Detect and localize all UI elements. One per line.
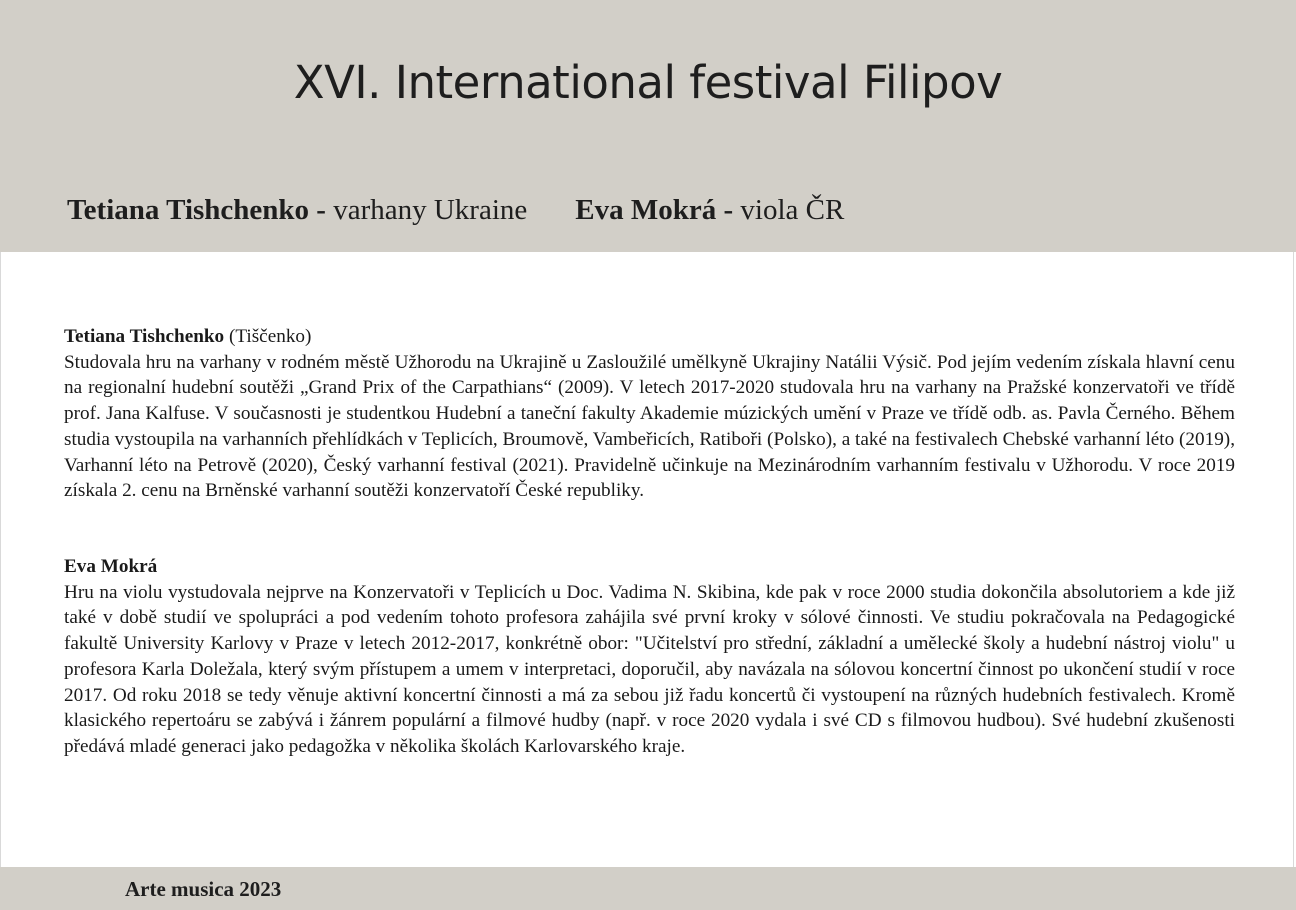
page-title: XVI. International festival Filipov [293, 56, 1003, 109]
performer-role: viola ČR [740, 194, 845, 226]
bio-heading [64, 324, 1235, 350]
footer-label: Arte musica 2023 [125, 877, 282, 901]
footer-band [0, 867, 1296, 910]
header-band [0, 0, 1296, 252]
bio-alt-name: (Tiščenko) [224, 326, 312, 347]
content-area [0, 252, 1294, 867]
performer-role: varhany Ukraine [333, 194, 528, 226]
bio-name: Tetiana Tishchenko [64, 326, 225, 347]
bio-heading [64, 554, 1235, 580]
bio-text: Hru na violu vystudovala nejprve na Konzervatoři v Teplicích u Doc. Vadima N. Skibina, kde pak v roce 2000 studia dokončila absolutoriem a kde již také v době studií ve spolupráci a pod vedením tohoto profesora zahájila své první kroky v sólové činnosti. Ve studiu pokračovala na Pedagogické fakultě University Karlovy v Praze v letech 2012-2017, konkrétně obor: "Učitelství pro střední, základní a umělecké školy a hudební nástroj violu" u profesora Karla Doležala, který svým přístupem a umem v interpretaci, doporučil, aby navázala na sólovou koncertní činnost po ukončení studií v roce 2017. Od roku 2018 se tedy věnuje aktivní koncertní činnosti a má za sebou již řadu koncertů či vystoupení na různých hudebních festivalech. Kromě klasického repertoáru se zabývá i žánrem populární a filmové hudby (např. v roce 2020 vydala i své CD s filmovou hudbou). Své hudební zkušenosti předává mladé generaci jako pedagožka v několika školách Karlovarského kraje. [64, 581, 1235, 757]
bio-name: Eva Mokrá [64, 556, 158, 577]
performer-name: Eva Mokrá - [575, 194, 734, 226]
performer-tishchenko [67, 194, 527, 227]
bio-tishchenko [64, 324, 1235, 504]
bio-text: Studovala hru na varhany v rodném městě Užhorodu na Ukrajině u Zasloužilé umělkyně Ukrajiny Natálii Výsič. Pod jejím vedením získala hlavní cenu na regionalní hudební soutěži „Grand Prix of the Carpathians“ (2009). V letech 2017-2020 studovala hru na varhany na Pražské konzervatoři ve třídě prof. Jana Kalfuse. V současnosti je studentkou Hudební a taneční fakulty Akademie múzických umění v Praze ve třídě odb. as. Pavla Černého. Během studia vystoupila na varhanních přehlídkách v Teplicích, Broumově, Vambeřicích, Ratiboři (Polsko), a také na festivalech Chebské varhanní léto (2019), Varhanní léto na Petrově (2020), Český varhanní festival (2021). Pravidelně učinkuje na Mezinárodním varhanním festivalu v Užhorodu. V roce 2019 získala 2. cenu na Brněnské varhanní soutěži konzervatoří České republiky. [64, 351, 1235, 502]
performer-mokra [575, 194, 844, 227]
bio-mokra [64, 554, 1235, 760]
performer-name: Tetiana Tishchenko - [67, 194, 326, 226]
performers-line [67, 194, 844, 227]
